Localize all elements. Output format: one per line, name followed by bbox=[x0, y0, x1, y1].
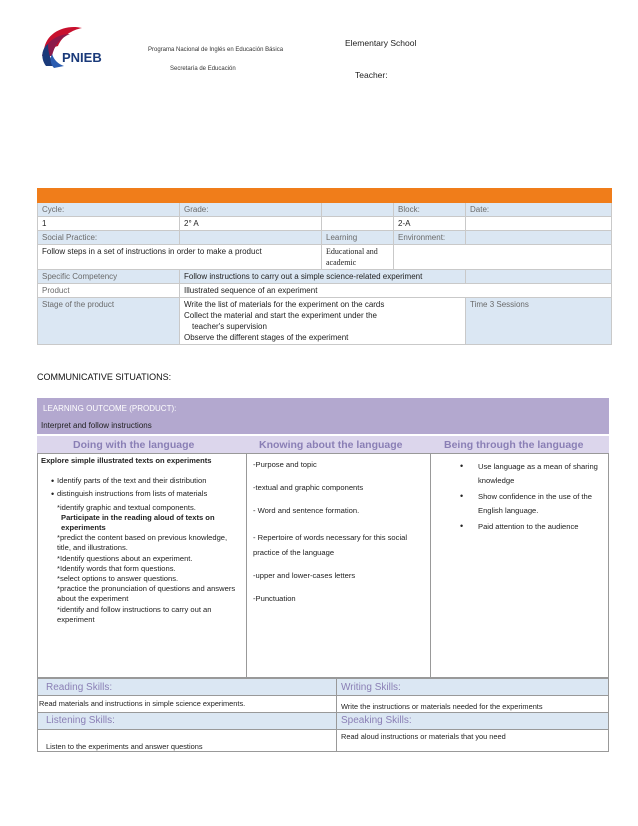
list-item: -Punctuation bbox=[253, 593, 296, 603]
table-header-bar bbox=[38, 189, 612, 203]
date-label: Date: bbox=[466, 203, 612, 217]
svg-text:PNIEB: PNIEB bbox=[62, 50, 102, 65]
list-item: • Show confidence in the use of the English language. bbox=[450, 490, 600, 517]
table-row bbox=[38, 217, 612, 231]
doing-column-heading: Doing with the language bbox=[73, 439, 195, 451]
learning-outcome-text: Interpret and follow instructions bbox=[41, 421, 152, 430]
time-label: Time 3 Sessions bbox=[466, 298, 612, 345]
program-name: Programa Nacional de Inglés en Educación Básica bbox=[148, 47, 284, 53]
block-value: 2-A bbox=[394, 217, 466, 231]
cycle-label: Cycle: bbox=[38, 203, 180, 217]
reading-skills-label: Reading Skills: bbox=[46, 682, 113, 693]
list-item: *Identify words that form questions. bbox=[57, 563, 176, 573]
secretaria-name: Secretaría de Educación bbox=[170, 66, 236, 72]
grade-value: 2° A bbox=[180, 217, 322, 231]
learning-label: Learning bbox=[322, 231, 394, 245]
grade-label: Grade: bbox=[180, 203, 322, 217]
list-item: *identify graphic and textual components. bbox=[57, 502, 196, 512]
skills-divider bbox=[37, 695, 609, 696]
environment-value: Educational and academic bbox=[322, 245, 394, 270]
reading-skills-text: Read materials and instructions in simple science experiments. bbox=[39, 699, 246, 708]
school-name: Elementary School bbox=[345, 38, 417, 48]
block-label: Block: bbox=[394, 203, 466, 217]
table-row bbox=[38, 203, 612, 217]
listening-skills-label: Listening Skills: bbox=[46, 715, 115, 726]
social-practice-value: Follow steps in a set of instructions in order to make a product bbox=[38, 245, 322, 270]
learning-outcome-title: LEARNING OUTCOME (PRODUCT): bbox=[43, 404, 177, 413]
skills-divider bbox=[336, 678, 337, 752]
list-item: • Paid attention to the audience bbox=[450, 520, 600, 534]
knowing-column bbox=[253, 460, 425, 604]
skills-divider bbox=[37, 712, 609, 713]
listening-skills-text: Listen to the experiments and answer questions bbox=[46, 742, 203, 751]
doing-subheading: Participate in the reading aloud of texts on experiments bbox=[61, 512, 215, 533]
list-item: • distinguish instructions from lists of materials bbox=[41, 489, 241, 499]
doing-heading: Explore simple illustrated texts on experiments bbox=[41, 456, 212, 465]
speaking-skills-label: Speaking Skills: bbox=[341, 715, 412, 726]
stage-value: Write the list of materials for the experiment on the cards Collect the material and start the experiment under the teacher's supervision Observe the different stages of the experiment bbox=[180, 298, 466, 345]
product-label: Product bbox=[38, 284, 180, 298]
list-item: - Word and sentence formation. bbox=[253, 506, 360, 516]
list-item: -upper and lower-cases letters bbox=[253, 570, 356, 580]
lesson-info-table bbox=[37, 188, 612, 345]
skills-divider bbox=[37, 729, 609, 730]
list-item: *select options to answer questions. bbox=[57, 574, 179, 584]
being-column bbox=[450, 460, 600, 537]
knowing-column-heading: Knowing about the language bbox=[259, 439, 403, 451]
list-item: - Repertoire of words necessary for this social practice of the language bbox=[253, 532, 408, 557]
table-row bbox=[38, 284, 612, 298]
environment-label: Environment: bbox=[394, 231, 466, 245]
pnieb-logo bbox=[36, 22, 106, 78]
writing-skills-label: Writing Skills: bbox=[341, 682, 401, 693]
competency-value: Follow instructions to carry out a simple science-related experiment bbox=[180, 270, 466, 284]
stage-label: Stage of the product bbox=[38, 298, 180, 345]
list-item: -textual and graphic components bbox=[253, 483, 364, 493]
table-row bbox=[38, 270, 612, 284]
cycle-value: 1 bbox=[38, 217, 180, 231]
learning-outcome-bar bbox=[37, 398, 609, 434]
writing-skills-text: Write the instructions or materials needed for the experiments bbox=[341, 702, 543, 711]
speaking-skills-text: Read aloud instructions or materials that you need bbox=[341, 732, 506, 741]
table-row bbox=[38, 231, 612, 245]
list-item: *Identify questions about an experiment. bbox=[57, 553, 193, 563]
list-item: • Use language as a mean of sharing knowledge bbox=[450, 460, 600, 487]
being-column-heading: Being through the language bbox=[444, 439, 584, 451]
table-row bbox=[38, 298, 612, 345]
list-item: *identify and follow instructions to carry out an experiment bbox=[57, 604, 212, 624]
doing-column bbox=[41, 456, 241, 625]
communicative-situations-heading: COMMUNICATIVE SITUATIONS: bbox=[37, 372, 172, 382]
competency-label: Specific Competency bbox=[38, 270, 180, 284]
list-item: *predict the content based on previous knowledge, title, and illustrations. bbox=[57, 533, 228, 553]
table-row bbox=[38, 245, 612, 270]
list-item: -Purpose and topic bbox=[253, 460, 317, 469]
list-item: *practice the pronunciation of questions and answers about the experiment bbox=[57, 584, 236, 604]
list-item: • Identify parts of the text and their distribution bbox=[41, 476, 241, 486]
social-practice-label: Social Practice: bbox=[38, 231, 180, 245]
product-value: Illustrated sequence of an experiment bbox=[180, 284, 612, 298]
column-divider bbox=[246, 453, 247, 678]
teacher-label: Teacher: bbox=[355, 70, 388, 80]
column-divider bbox=[430, 453, 431, 678]
